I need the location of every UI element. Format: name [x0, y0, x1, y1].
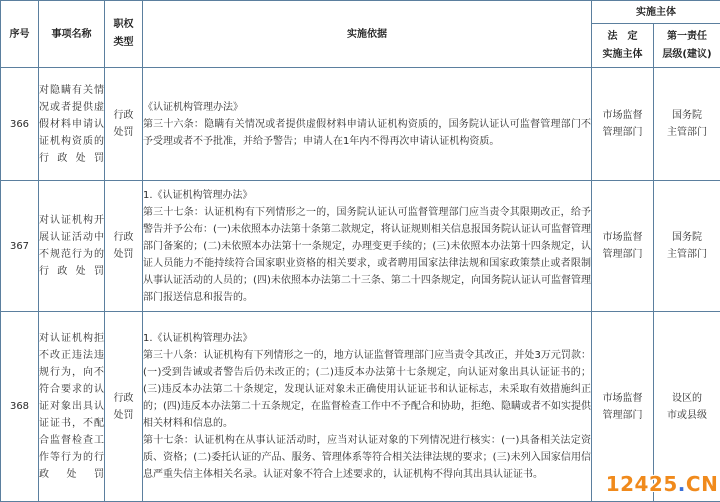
site-watermark [608, 470, 716, 498]
table-row [1, 181, 720, 312]
power-type: 行政 处罚 [105, 68, 143, 181]
header-resp-line1: 第一责任 [667, 31, 707, 42]
basis-paragraph: 第三十八条：认证机构有下列情形之一的，地方认证监督管理部门应当责令其改正，并处3万元罚款：(一)受到告诫或者警告后仍未改正的；(二)违反本办法第十七条规定，向认证对象出具认证证书的；(三)违反本办法第二十条规定，发现认证对象未正确使用认证证书和认证标志，未采取有效措施纠正的；(四)违反本办法第二十五条规定，在监督检查工作中不予配合和协助，拒绝、隐瞒或者不如实提供相关材料和信息的。 [143, 347, 591, 432]
basis-paragraph: 第三十七条：认证机构有下列情形之一的，国务院认证认可监督管理部门应当责令其限期改正，给予警告并予公布：(一)未依照本办法第十条第二款规定，将认证规则相关信息报国务院认证认可监督管理部门备案的；(二)未依照本办法第十一条规定，办理变更手续的；(三)未依照本办法第十四条规定，认证人员能力不能持续符合国家职业资格的相关要求，或者聘用国家法律法规和国家政策禁止或者限制从事认证活动的人员的；(四)未依照本办法第二十三条、第二十四条规定，向国务院认证认可监督管理部门报送信息和报告的。 [143, 204, 591, 306]
responsibility-level: 国务院 主管部门 [654, 181, 720, 312]
header-type-line2: 类型 [114, 37, 134, 48]
power-type: 行政 处罚 [105, 181, 143, 312]
legal-implementing-body: 市场监督 管理部门 [592, 68, 654, 181]
item-name: 对认证机构开展认证活动中不规范行为的行政处罚 [39, 181, 105, 312]
basis-paragraph: 第十七条：认证机构在从事认证活动时，应当对认证对象的下列情况进行核实：(一)具备相关法定资质、资格；(二)委托认证的产品、服务、管理体系等符合相关法律法规的要求；(三)未列入国家信用信息严重失信主体相关名录。认证对象不符合上述要求的，认证机构不得向其出具认证证书。 [143, 432, 591, 483]
legal-basis [143, 312, 592, 502]
watermark-right: CN [686, 472, 718, 496]
legal-implementing-body: 市场监督 管理部门 [592, 312, 654, 502]
item-name: 对隐瞒有关情况或者提供虚假材料申请认证机构资质的行政处罚 [39, 68, 105, 181]
basis-paragraph: 第三十六条：隐瞒有关情况或者提供虚假材料申请认证机构资质的，国务院认证认可监督管理部门不予受理或者不予批准，并给予警告；申请人在1年内不得再次申请认证机构资质。 [143, 116, 591, 150]
header-legal-body [592, 24, 654, 68]
table-row [1, 68, 720, 181]
watermark-dot: . [678, 472, 686, 496]
header-no: 序号 [1, 1, 39, 68]
header-resp-line2: 层级(建议) [662, 49, 711, 60]
basis-paragraph: 1.《认证机构管理办法》 [143, 330, 591, 347]
item-name: 对认证机构拒不改正违法违规行为，向不符合要求的认证对象出具认证证书，不配合监督检查工作等行为的行政处罚 [39, 312, 105, 502]
header-body-line1: 法 定 [608, 31, 638, 42]
power-type: 行政 处罚 [105, 312, 143, 502]
watermark-left: 12425 [606, 472, 678, 496]
header-name: 事项名称 [39, 1, 105, 68]
header-type [105, 1, 143, 68]
legal-implementing-body: 市场监督 管理部门 [592, 181, 654, 312]
row-number: 368 [1, 312, 39, 502]
header-responsibility-level [654, 24, 720, 68]
legal-basis [143, 181, 592, 312]
header-type-line1: 职权 [114, 19, 134, 30]
basis-paragraph: 1.《认证机构管理办法》 [143, 187, 591, 204]
header-implementing-group: 实施主体 [592, 1, 720, 24]
row-number: 366 [1, 68, 39, 181]
header-basis: 实施依据 [143, 1, 592, 68]
row-number: 367 [1, 181, 39, 312]
responsibility-level: 国务院 主管部门 [654, 68, 720, 181]
header-body-line2: 实施主体 [603, 49, 643, 60]
legal-basis [143, 68, 592, 181]
responsibility-level: 设区的 市或县级 [654, 312, 720, 502]
basis-paragraph: 《认证机构管理办法》 [143, 99, 591, 116]
